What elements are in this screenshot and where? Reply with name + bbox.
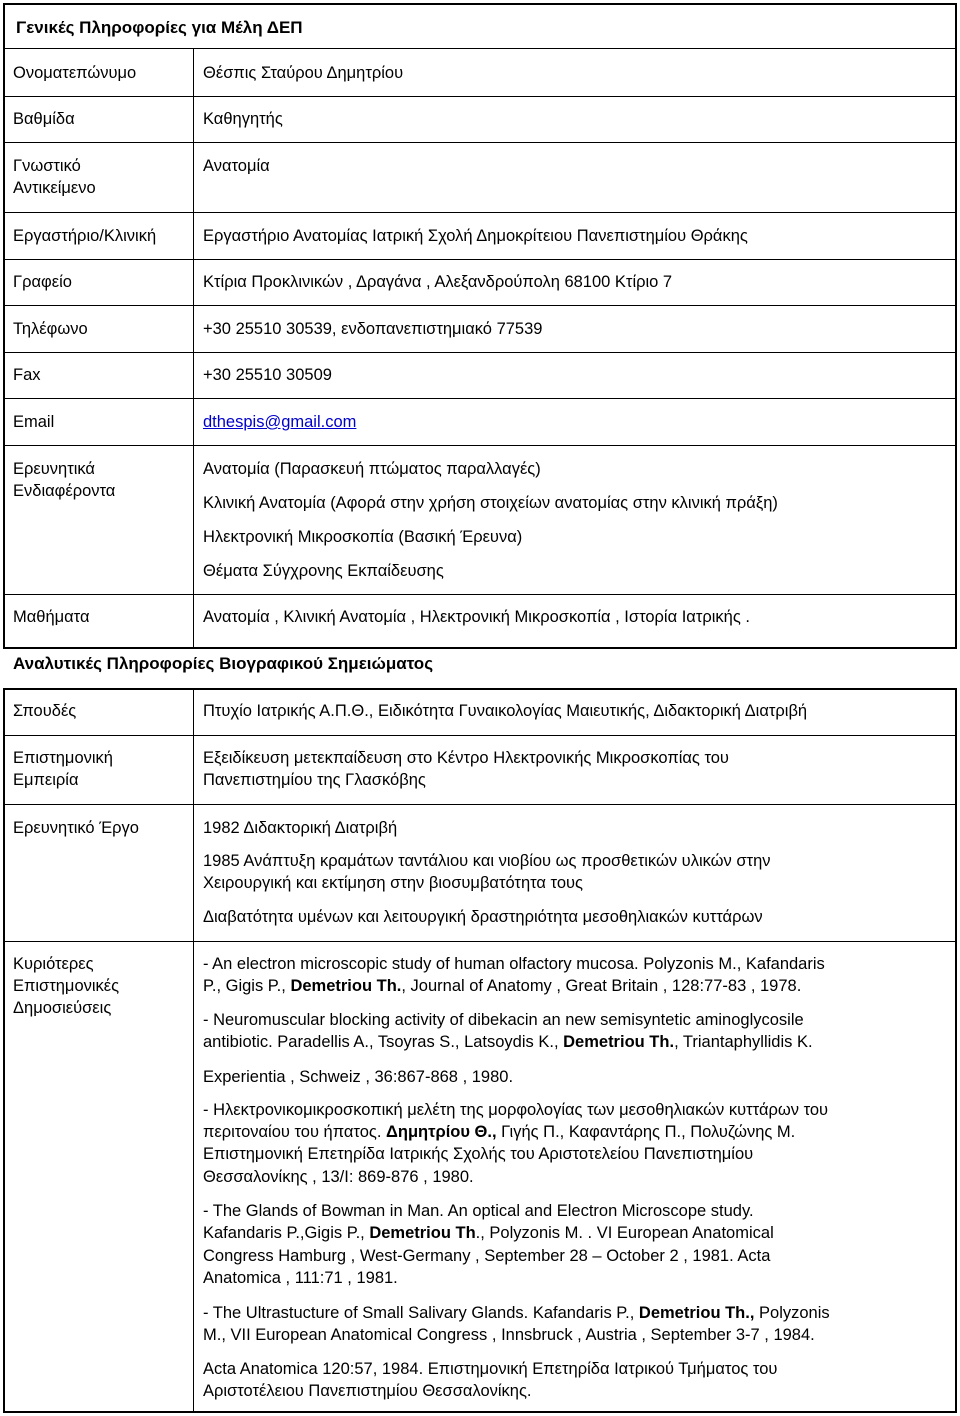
column-divider: [193, 690, 194, 1411]
row-divider: [5, 352, 955, 353]
lab-value: Εργαστήριο Ανατομίας Ιατρική Σχολή Δημοκρίτειου Πανεπιστημίου Θράκης: [203, 227, 748, 245]
author-highlight: Demetriou Th.: [290, 977, 402, 995]
author-highlight: Δημητρίου Θ.,: [386, 1123, 497, 1141]
row-divider: [5, 941, 955, 942]
research-item: 1982 Διδακτορική Διατριβή: [203, 819, 398, 837]
publication-line: Επιστημονική Επετηρίδα Ιατρικής Σχολής του Αριστοτελείου Πανεπιστημίου: [203, 1145, 754, 1163]
bio-section-title: Αναλυτικές Πληροφορίες Βιογραφικού Σημειώματος: [13, 654, 434, 673]
publication-line: Acta Anatomica 120:57, 1984. Επιστημονική Επετηρίδα Ιατρικού Τμήματος του: [203, 1360, 778, 1378]
publication-line: - The Ultrastucture of Small Salivary Glands. Kafandaris P., Demetriou Th., Polyzonis: [203, 1304, 830, 1322]
publication-line: Αριστοτέλειου Πανεπιστημίου Θεσσαλονίκης.: [203, 1382, 532, 1400]
publication-line: Experientia , Schweiz , 36:867-868 , 1980.: [203, 1068, 514, 1086]
interest-item: Θέματα Σύγχρονης Εκπαίδευσης: [203, 562, 444, 580]
publication-line: P., Gigis P., Demetriou Th., Journal of Anatomy , Great Britain , 128:77-83 , 1978.: [203, 977, 802, 995]
publication-line: - The Glands of Bowman in Man. An optical and Electron Microscope study.: [203, 1202, 754, 1220]
research-label: Ερευνητικό Έργο: [13, 819, 139, 837]
pubs-label-line1: Κυριότερες: [13, 955, 94, 973]
page-title: Γενικές Πληροφορίες για Μέλη ΔΕΠ: [16, 18, 303, 37]
research-item: Χειρουργική και εκτίμηση στην βιοσυμβατότητα τους: [203, 874, 583, 892]
row-divider: [5, 445, 955, 446]
row-divider: [5, 305, 955, 306]
experience-value-line1: Εξειδίκευση μετεκπαίδευση στο Κέντρο Ηλεκτρονικής Μικροσκοπίας του: [203, 749, 729, 767]
row-divider: [5, 398, 955, 399]
author-highlight: Demetriou Th.,: [638, 1304, 755, 1322]
subject-label-line2: Αντικείμενο: [13, 179, 96, 197]
office-value: Κτίρια Προκλινικών , Δραγάνα , Αλεξανδρούπολη 68100 Κτίριο 7: [203, 273, 673, 291]
office-label: Γραφείο: [13, 273, 72, 291]
pubs-label-line2: Επιστημονικές: [13, 977, 120, 995]
interests-label-line1: Ερευνητικά: [13, 460, 95, 478]
pubs-label-line3: Δημοσιεύσεις: [13, 999, 112, 1017]
studies-value: Πτυχίο Ιατρικής Α.Π.Θ., Ειδικότητα Γυναικολογίας Μαιευτικής, Διδακτορική Διατριβή: [203, 702, 808, 720]
research-item: 1985 Ανάπτυξη κραμάτων ταντάλιου και νιοβίου ως προσθετικών υλικών στην: [203, 852, 771, 870]
row-divider: [5, 259, 955, 260]
publication-line: Kafandaris P.,Gigis P., Demetriou Th., Polyzonis M. . VI European Anatomical: [203, 1224, 774, 1242]
subject-value: Ανατομία: [203, 157, 270, 175]
studies-label: Σπουδές: [13, 702, 77, 720]
interest-item: Ανατομία (Παρασκευή πτώματος παραλλαγές): [203, 460, 541, 478]
row-divider: [5, 212, 955, 213]
row-divider: [5, 96, 955, 97]
row-divider: [5, 142, 955, 143]
rank-value: Καθηγητής: [203, 110, 283, 128]
publication-line: Anatomica , 111:71 , 1981.: [203, 1269, 398, 1287]
courses-value: Ανατομία , Κλινική Ανατομία , Ηλεκτρονική Μικροσκοπία , Ιστορία Ιατρικής .: [203, 608, 750, 626]
interest-item: Κλινική Ανατομία (Αφορά στην χρήση στοιχείων ανατομίας στην κλινική πράξη): [203, 494, 778, 512]
column-divider: [193, 48, 194, 649]
fax-label: Fax: [13, 366, 41, 384]
courses-label: Μαθήματα: [13, 608, 90, 626]
experience-value-line2: Πανεπιστημίου της Γλασκόβης: [203, 771, 426, 789]
lab-label: Εργαστήριο/Κλινική: [13, 227, 157, 245]
phone-value: +30 25510 30539, ενδοπανεπιστημιακό 77539: [203, 320, 543, 338]
publication-line: - Ηλεκτρονικομικροσκοπική μελέτη της μορφολογίας των μεσοθηλιακών κυττάρων του: [203, 1101, 829, 1119]
fax-value: +30 25510 30509: [203, 366, 332, 384]
name-value: Θέσπις Σταύρου Δημητρίου: [203, 64, 404, 82]
row-divider: [3, 647, 957, 649]
author-highlight: Demetriou Th.: [563, 1033, 675, 1051]
publication-line: M., VII European Anatomical Congress , Innsbruck , Austria , September 3-7 , 1984.: [203, 1326, 815, 1344]
name-label: Ονοματεπώνυμο: [13, 64, 137, 82]
rank-label: Βαθμίδα: [13, 110, 75, 128]
general-info-header: [3, 3, 957, 49]
publication-line: Θεσσαλονίκης , 13/I: 869-876 , 1980.: [203, 1168, 474, 1186]
email-label: Email: [13, 413, 55, 431]
interest-item: Ηλεκτρονική Μικροσκοπία (Βασική Έρευνα): [203, 528, 523, 546]
experience-label-line2: Εμπειρία: [13, 771, 79, 789]
publication-line: περιτοναίου του ήπατος. Δημητρίου Θ., Γιγής Π., Καφαντάρης Π., Πολυζώνης Μ.: [203, 1123, 796, 1141]
publication-line: Congress Hamburg , West-Germany , September 28 – October 2 , 1981. Acta: [203, 1247, 771, 1265]
interests-label-line2: Ενδιαφέροντα: [13, 482, 116, 500]
publication-line: - Neuromuscular blocking activity of dibekacin an new semisyntetic aminoglycosile: [203, 1011, 804, 1029]
publication-line: - An electron microscopic study of human olfactory mucosa. Polyzonis M., Kafandaris: [203, 955, 825, 973]
row-divider: [5, 735, 955, 736]
author-highlight: Demetriou Th: [369, 1224, 476, 1242]
row-divider: [5, 594, 955, 595]
phone-label: Τηλέφωνο: [13, 320, 88, 338]
research-item: Διαβατότητα υμένων και λειτουργική δραστηριότητα μεσοθηλιακών κυττάρων: [203, 908, 763, 926]
subject-label-line1: Γνωστικό: [13, 157, 81, 175]
experience-label-line1: Επιστημονική: [13, 749, 113, 767]
publication-line: antibiotic. Paradellis A., Tsoyras S., Latsoydis K., Demetriou Th., Triantaphyllidis K.: [203, 1033, 813, 1051]
row-divider: [5, 804, 955, 805]
email-link[interactable]: dthespis@gmail.com: [203, 413, 357, 431]
